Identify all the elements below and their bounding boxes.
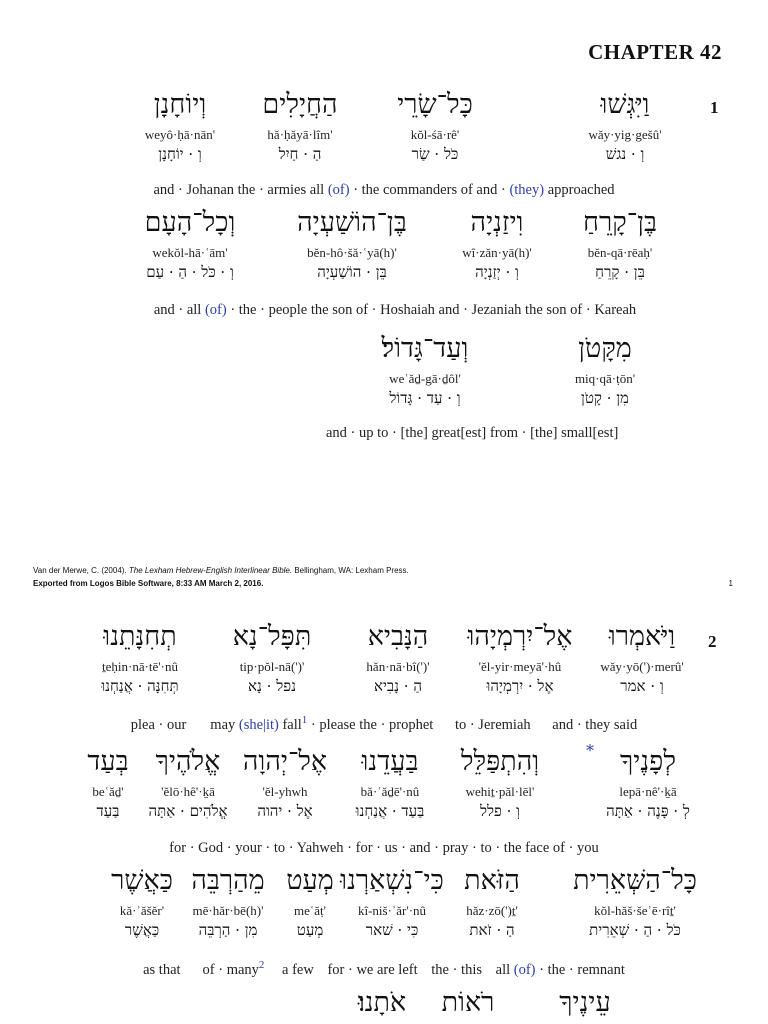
word-column — [358, 984, 406, 1022]
lemma: אֶל · יהוה — [257, 802, 313, 820]
interlinear-line — [0, 743, 768, 863]
lemma: וְ · יוֹחָנָן — [158, 145, 202, 163]
citation-prefix: Van der Merwe, C. (2004). — [33, 566, 127, 575]
english-gloss: for · God · your · to · Yahweh · for · us · and · pray · to · the face of · you — [169, 840, 599, 856]
interlinear-line — [0, 86, 768, 206]
word-column — [262, 86, 337, 164]
lemma: בֵּן · קָרֵחַ — [595, 263, 645, 281]
footnote-link[interactable]: 1 — [301, 714, 308, 726]
hebrew-word: כַּאֲשֶׁר — [111, 865, 173, 896]
hebrew-word: רֹאוֹת — [441, 987, 495, 1018]
hebrew-word: אֶל־יִרְמְיָהוּ — [467, 621, 573, 652]
transliteration: wǎy·yō(')·merû' — [600, 659, 684, 674]
footnote-link[interactable]: 2 — [258, 959, 265, 971]
hebrew-word: אֹתָנוּ׃ — [357, 987, 407, 1018]
transliteration: bĕn-qā·rēaḥ' — [587, 245, 653, 260]
word-column — [340, 862, 444, 940]
transliteration: kŏl-hǎš·šeʾē·rîṯ' — [594, 903, 676, 918]
hebrew-word: לְפָנֶיךָ — [620, 746, 676, 777]
lemma: תְּחִנָּה · אֲנַחְנוּ — [101, 677, 179, 695]
lemma: כֹּל · שַׂר — [411, 145, 459, 163]
word-column — [559, 984, 610, 1022]
hebrew-word: וַיֹּאמְרוּ — [608, 621, 676, 652]
lemma: אֶל · יִרְמְיָהוּ — [486, 677, 554, 695]
transliteration: ṯeḥin·nā·tē'·nû — [102, 659, 178, 674]
lemma: וְ · יְזַנְיָה — [475, 263, 519, 281]
transliteration: meʿǎṭ' — [294, 903, 326, 918]
transliteration: weyô·ḥā·nān' — [144, 127, 216, 142]
word-column — [575, 330, 635, 408]
hebrew-word: וַיִּגְּשׁוּ — [600, 89, 650, 120]
word-column — [606, 743, 690, 821]
gloss-segment: for · we are left — [327, 961, 418, 978]
gloss-segment: as that — [143, 961, 181, 978]
hebrew-word: וְיוֹחָנָן — [153, 89, 207, 120]
hebrew-word: מְעַט — [286, 865, 334, 896]
hebrew-word: וְכָל־הָעָם — [144, 207, 236, 238]
transliteration: wî·zǎn·yā(h)' — [462, 245, 532, 260]
hebrew-word: הַחֲיָלִים — [262, 89, 338, 120]
lemma: וְ · עַד · גָּדוֹל — [389, 389, 461, 407]
footnote-marker[interactable]: * — [586, 741, 594, 760]
english-gloss — [0, 714, 768, 734]
transliteration: weʿǎḏ-gā·ḏôl' — [389, 371, 461, 386]
gloss-segment: · please the · prophet — [310, 716, 434, 733]
word-column — [467, 618, 572, 696]
english-gloss: and · up to · [the] great[est] from · [the] small[est] — [326, 425, 619, 441]
english-gloss: and · all (of) · the · people the son of · Hoshaiah and · Jezaniah the son of · Kareah — [153, 302, 637, 318]
word-column — [233, 618, 312, 696]
word-column — [366, 618, 429, 696]
hebrew-word: עֵינֶיךָ — [559, 987, 611, 1018]
transliteration: wǎy·yig·gešû' — [588, 127, 662, 142]
word-column — [145, 204, 236, 282]
gloss-segment: all (of) · the · remnant — [495, 961, 625, 978]
word-column — [101, 618, 178, 696]
chapter-heading: CHAPTER 42 — [588, 40, 722, 64]
lemma: וְ · כֹּל · הַ · עַם — [146, 263, 234, 281]
lemma: הַ · זֹאת — [469, 921, 515, 939]
transliteration: bǎ·ʿǎḏē'·nû — [360, 784, 420, 799]
hebrew-word: וְהִתְפַּלֵּל — [460, 746, 540, 777]
transliteration: miq·qā·ṭōn' — [574, 371, 636, 386]
word-column — [397, 86, 473, 164]
gloss-segment: to · Jeremiah — [454, 716, 531, 733]
hebrew-word: מִקָּטֹן — [578, 333, 632, 364]
interlinear-line — [0, 618, 768, 738]
word-column — [356, 743, 425, 821]
lemma: מִן · קָטֹן — [581, 389, 629, 407]
word-column — [145, 86, 215, 164]
citation-title: The Lexham Hebrew-English Interlinear Bible. — [128, 566, 293, 575]
transliteration: tip·pŏl-nā(')' — [239, 659, 305, 674]
lemma: בֵּן · הוֹשַׁעְיָה — [317, 263, 387, 281]
transliteration: 'ĕl-yir·meyā'·hû — [478, 659, 562, 674]
transliteration: kî-niš·ʾǎr'·nû — [357, 903, 427, 918]
hebrew-word: בְּעַד — [87, 746, 129, 777]
word-column — [191, 862, 264, 940]
lemma: הַ · חַיִל — [278, 145, 322, 163]
word-column — [583, 204, 657, 282]
transliteration: 'ĕlō·hê'·ḵā — [161, 784, 215, 799]
hebrew-word: כִּי־נִשְׁאַרְנוּ — [340, 865, 444, 896]
hebrew-word: מֵהַרְבֵּה — [191, 865, 265, 896]
word-column — [588, 86, 661, 164]
word-column — [286, 862, 334, 940]
hebrew-word: בֶּן־קָרֵחַ — [583, 207, 657, 238]
word-column — [148, 743, 227, 821]
gloss-segment: the · this — [431, 961, 483, 978]
gloss-segment: plea · our — [130, 716, 187, 733]
citation-suffix: Bellingham, WA: Lexham Press. — [294, 566, 409, 575]
transliteration: beʿǎḏ' — [92, 784, 124, 799]
hebrew-word: תִּפָּל־נָא — [232, 621, 312, 652]
verse-number: 2 — [708, 632, 717, 651]
english-gloss — [0, 959, 768, 979]
hebrew-word: הַנָּבִיא — [367, 621, 429, 652]
lemma: וְ · נגשׁ — [605, 145, 645, 163]
interlinear-line — [0, 204, 768, 324]
hebrew-word: הַזֹּאת — [464, 865, 520, 896]
citation — [33, 566, 409, 575]
word-column — [111, 862, 173, 940]
transliteration: wekŏl-hā·ʿām' — [152, 245, 228, 260]
transliteration: wehiṯ·pǎl·lēl' — [465, 784, 535, 799]
hebrew-word: אֶל־יְהוָה — [242, 746, 328, 777]
hebrew-word: כָּל־שָׂרֵי — [397, 89, 473, 120]
transliteration: lepā·nê'·ḵā — [619, 784, 677, 799]
transliteration: bĕn-hô·šǎ·ʿyā(h)' — [307, 245, 397, 260]
lemma: אֱלֹהִים · אַתָּה — [148, 802, 228, 820]
hebrew-word: בֶּן־הוֹשַׁעְיָה — [297, 207, 407, 238]
word-column — [442, 984, 495, 1022]
lemma: כַּאֲשֶׁר — [124, 921, 160, 939]
gloss-segment: and · they said — [552, 716, 638, 733]
transliteration: hǎ·ḥǎyā·lîm' — [267, 127, 333, 142]
transliteration: kǎ·ʾǎšĕr' — [119, 903, 165, 918]
lemma: נפל · נָא — [248, 677, 296, 695]
lemma: כִּי · שׁאר — [365, 921, 419, 939]
transliteration: 'ĕl-yhwh — [262, 784, 308, 799]
hebrew-word: בַּעֲדֵנוּ — [361, 746, 419, 777]
hebrew-word: אֱלֹהֶיךָ — [155, 746, 221, 777]
lemma: מְעַט — [296, 921, 324, 939]
transliteration: kŏl-śā·rê' — [410, 127, 460, 142]
verse-number: 1 — [710, 98, 719, 117]
english-gloss: and · Johanan the · armies all (of) · the commanders of and · (they) approached — [153, 182, 615, 198]
page-number: 1 — [728, 579, 733, 588]
word-column — [297, 204, 407, 282]
gloss-segment: may (she|it) fall — [210, 716, 302, 733]
gloss-segment: a few — [282, 961, 314, 978]
word-column — [464, 862, 520, 940]
transliteration: hǎn·nā·bî(')' — [366, 659, 430, 674]
transliteration: mē·hǎr·bē(h)' — [192, 903, 264, 918]
lemma: בַּעַד — [96, 802, 120, 820]
interlinear-line — [0, 330, 768, 450]
lemma: כֹּל · הַ · שְׁאֵרִית — [589, 921, 681, 939]
hebrew-word: וְעַד־גָּדוֹל׃ — [381, 333, 469, 364]
interlinear-line — [0, 862, 768, 982]
lemma: הַ · נָבִיא — [374, 677, 422, 695]
word-column — [87, 743, 128, 821]
word-column — [382, 330, 469, 408]
word-column — [461, 743, 539, 821]
lemma: בַּעַד · אֲנַחְנוּ — [355, 802, 425, 820]
word-column — [462, 204, 531, 282]
gloss-segment: of · many — [202, 961, 259, 978]
lemma: וְ · אמר — [620, 677, 664, 695]
hebrew-word: וִיזַנְיָה — [470, 207, 524, 238]
word-column — [600, 618, 683, 696]
lemma: לְ · פָּנֶה · אַתָּה — [606, 802, 690, 820]
transliteration: hǎz·zō(')ṯ' — [466, 903, 518, 918]
hebrew-word: כָּל־הַשְּׁאֵרִית — [573, 865, 697, 896]
hebrew-word: תְחִנָּתֵנוּ — [103, 621, 177, 652]
lemma: מִן · הַרְבֵּה — [198, 921, 258, 939]
word-column — [573, 862, 697, 940]
interlinear-line — [0, 984, 768, 1024]
export-note: Exported from Logos Bible Software, 8:33 AM March 2, 2016. — [33, 579, 264, 588]
word-column — [243, 743, 327, 821]
lemma: וְ · פלל — [479, 802, 521, 820]
